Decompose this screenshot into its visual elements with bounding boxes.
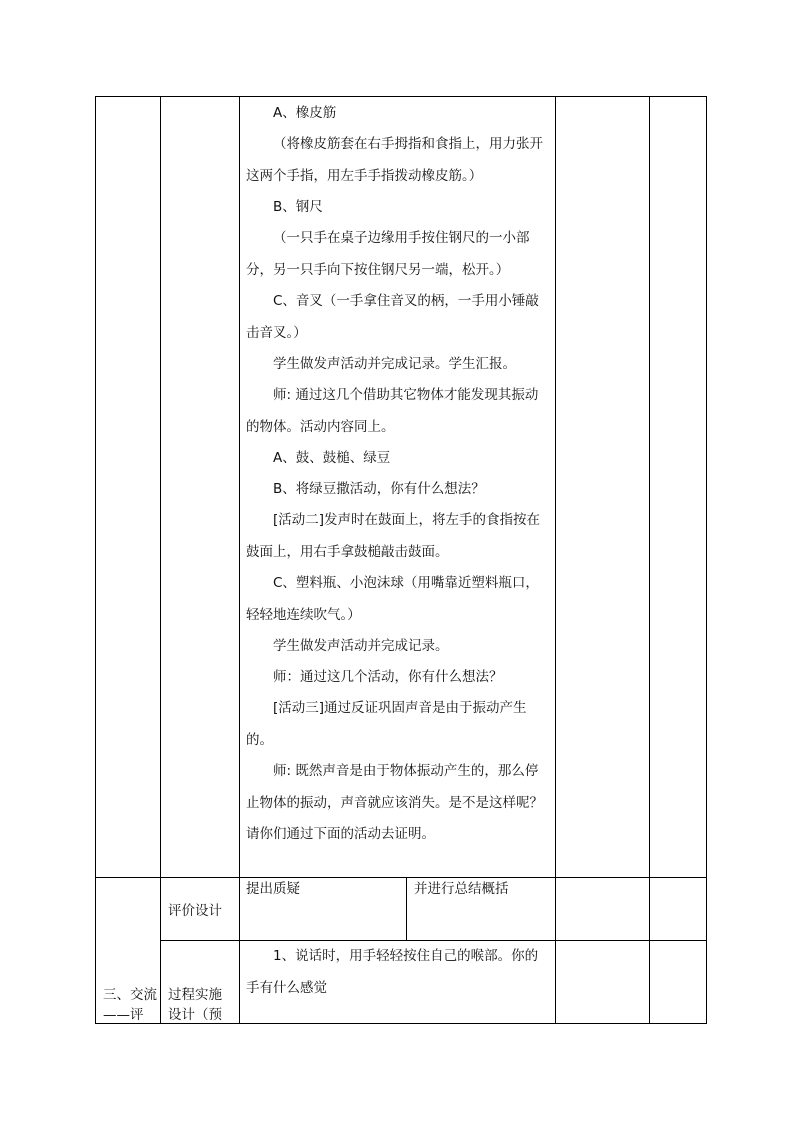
section-label-line1: 三、交流 bbox=[103, 987, 157, 1003]
eval-design-label: 评价设计 bbox=[168, 903, 222, 919]
col-divider-2 bbox=[239, 96, 240, 1024]
eval-cell-question: 提出质疑 bbox=[246, 881, 300, 897]
paragraph-teacher-3: 师: 既然声音是由于物体振动产生的，那么停止物体的振动，声音就应该消失。是不是这样呢？请你们通过下面的活动去证明。 bbox=[246, 763, 543, 842]
paragraph-teacher-2: 师：通过这几个活动，你有什么想法？ bbox=[273, 669, 503, 685]
paragraph-rubber-band-instructions: （将橡皮筋套在右手拇指和食指上，用力张开这两个手指，用左手手指拨动橡皮筋。） bbox=[246, 136, 543, 184]
paragraph-plastic-bottle: C、塑料瓶、小泡沫球（用嘴靠近塑料瓶口，轻轻地连续吹气。） bbox=[246, 575, 539, 623]
paragraph-student-report: 学生做发声活动并完成记录。学生汇报。 bbox=[273, 356, 516, 372]
paragraph-activity-3: [活动三]通过反证巩固声音是由于振动产生的。 bbox=[246, 700, 527, 748]
paragraph-tuning-fork: C、音叉（一手拿住音叉的柄，一手用小锤敲击音叉。） bbox=[246, 293, 539, 341]
paragraph-student-record: 学生做发声活动并完成记录。 bbox=[273, 638, 449, 654]
row-divider-1 bbox=[95, 877, 707, 878]
paragraph-activity-2: [活动二]发声时在鼓面上，将左手的食指按在鼓面上，用右手拿鼓槌敲击鼓面。 bbox=[246, 512, 541, 560]
col-divider-1 bbox=[160, 96, 161, 1024]
section-label-line2: ——评 bbox=[103, 1007, 144, 1023]
paragraph-green-beans: B、将绿豆撒活动，你有什么想法？ bbox=[273, 481, 485, 497]
col-divider-4 bbox=[649, 96, 650, 1024]
col-divider-3 bbox=[555, 96, 556, 1024]
process-label-line2: 设计（预 bbox=[168, 1007, 222, 1023]
process-text: 1、说话时，用手轻轻按住自己的喉部。你的手有什么感觉 bbox=[246, 948, 539, 996]
paragraph-rubber-band: A、橡皮筋 bbox=[273, 105, 337, 121]
process-label-line1: 过程实施 bbox=[168, 987, 222, 1003]
paragraph-teacher-1: 师: 通过这几个借助其它物体才能发现其振动的物体。活动内容同上。 bbox=[246, 387, 539, 435]
paragraph-steel-ruler-instructions: （一只手在桌子边缘用手按住钢尺的一小部分，另一只手向下按住钢尺另一端，松开。） bbox=[246, 230, 530, 278]
paragraph-steel-ruler: B、钢尺 bbox=[273, 199, 323, 215]
eval-cell-divider bbox=[406, 877, 407, 940]
eval-cell-summary: 并进行总结概括 bbox=[414, 881, 509, 897]
paragraph-drum: A、鼓、鼓槌、绿豆 bbox=[273, 450, 391, 466]
